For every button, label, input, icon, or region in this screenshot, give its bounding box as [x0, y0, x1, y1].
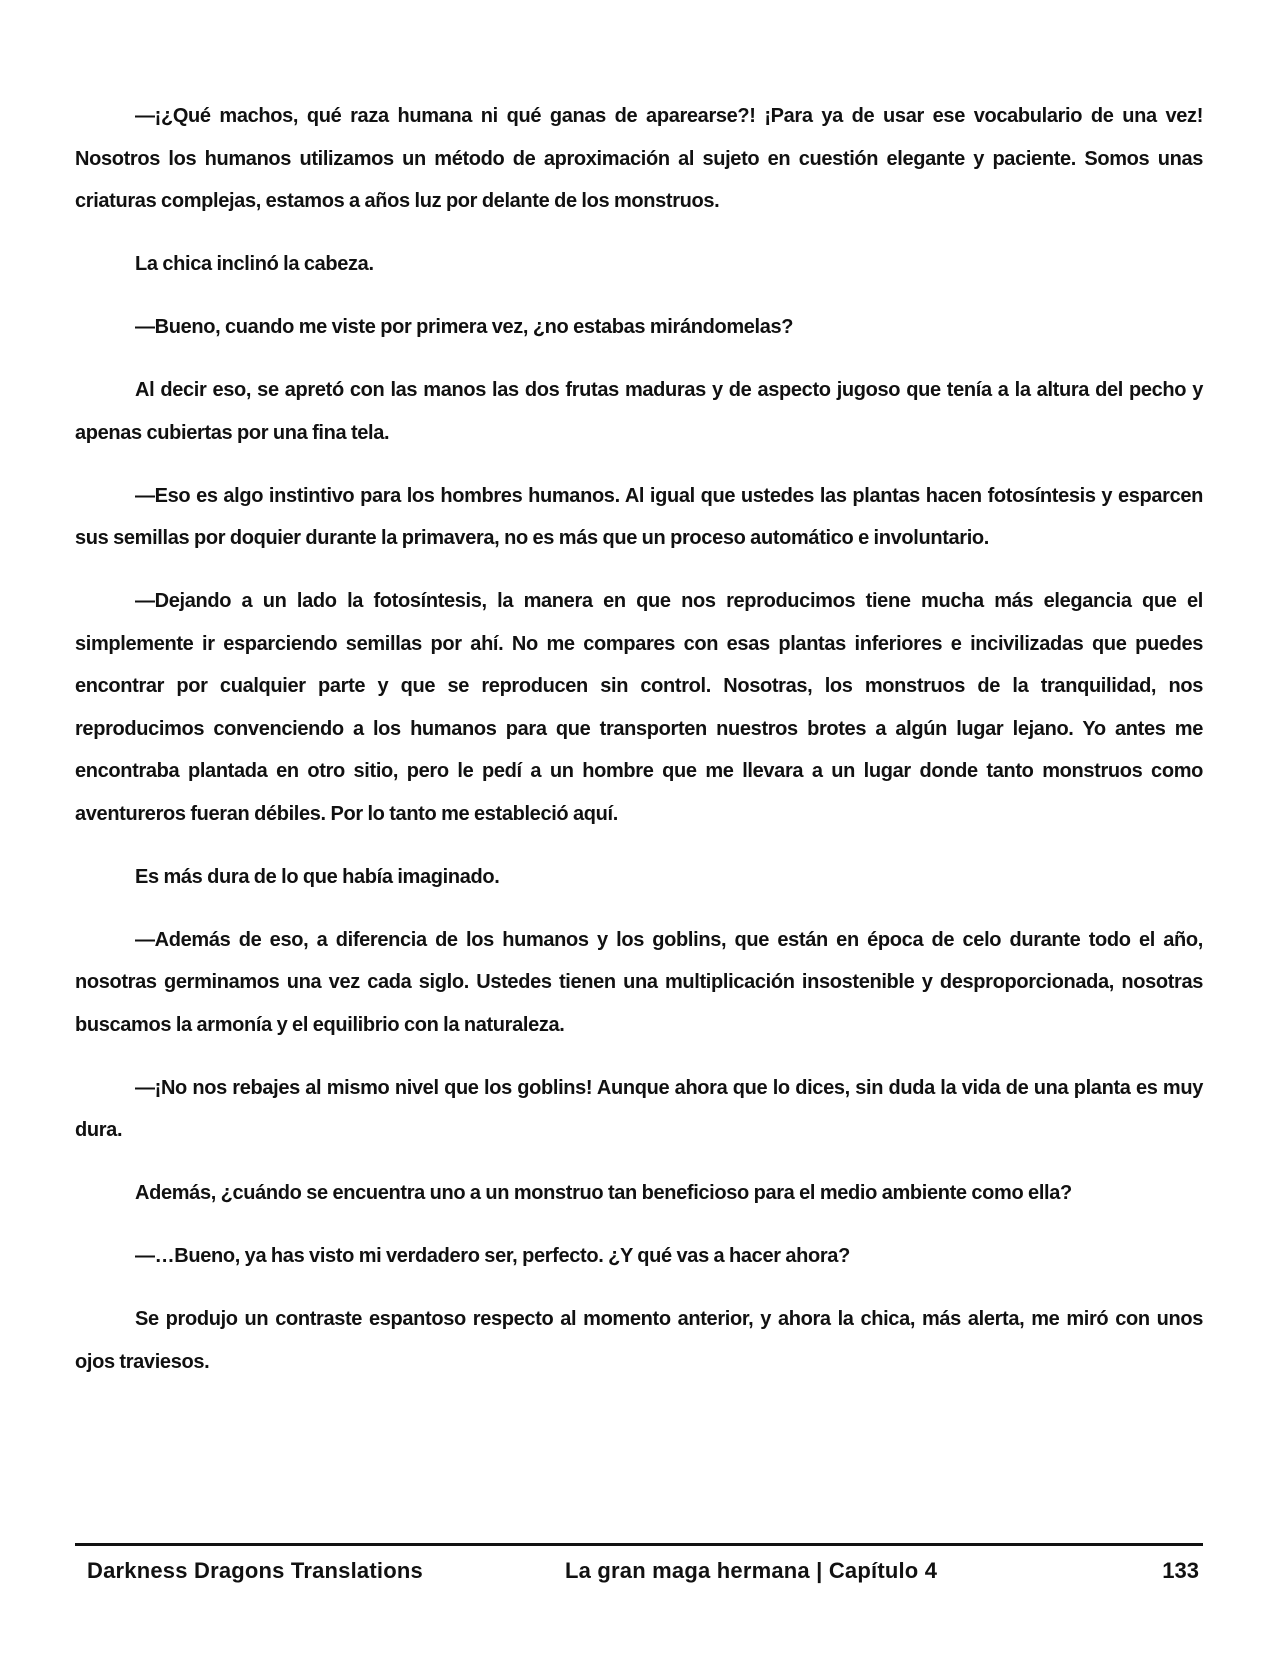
paragraph: Además, ¿cuándo se encuentra uno a un monstruo tan beneficioso para el medio ambiente como ella?	[135, 1182, 1072, 1204]
footer-chapter-title: La gran maga hermana | Capítulo 4	[565, 1558, 938, 1583]
paragraph: La chica inclinó la cabeza.	[135, 253, 374, 275]
page-footer	[75, 1543, 1203, 1594]
paragraph: —Dejando a un lado la fotosíntesis, la manera en que nos reproducimos tiene mucha más elegancia que el simplemente ir esparciendo semillas por ahí. No me compares con esas plantas inferiores e incivilizadas que puedes encontrar por cualquier parte y que se reproducen sin control. Nosotras, los monstruos de la tranquilidad, nos reproducimos convenciendo a los humanos para que transporten nuestros brotes a algún lugar lejano. Yo antes me encontraba plantada en otro sitio, pero le pedí a un hombre que me llevara a un lugar donde tanto monstruos como aventureros fueran débiles. Por lo tanto me estableció aquí.	[75, 590, 1203, 825]
footer-translator-name: Darkness Dragons Translations	[87, 1558, 423, 1583]
paragraph: —Eso es algo instintivo para los hombres humanos. Al igual que ustedes las plantas hacen fotosíntesis y esparcen sus semillas por doquier durante la primavera, no es más que un proceso automático e involuntario.	[75, 484, 1203, 549]
paragraph: —Bueno, cuando me viste por primera vez, ¿no estabas mirándomelas?	[135, 316, 794, 338]
page-number: 133	[1162, 1558, 1199, 1583]
paragraph: —…Bueno, ya has visto mi verdadero ser, perfecto. ¿Y qué vas a hacer ahora?	[135, 1245, 850, 1267]
paragraph: —¡¿Qué machos, qué raza humana ni qué ganas de aparearse?! ¡Para ya de usar ese vocabulario de una vez! Nosotros los humanos utilizamos un método de aproximación al sujeto en cuestión elegante y paciente. Somos unas criaturas complejas, estamos a años luz por delante de los monstruos.	[75, 105, 1203, 212]
paragraph: —¡No nos rebajes al mismo nivel que los goblins! Aunque ahora que lo dices, sin duda la vida de una planta es muy dura.	[75, 1076, 1203, 1141]
page-body	[75, 95, 1203, 1404]
paragraph: Se produjo un contraste espantoso respecto al momento anterior, y ahora la chica, más alerta, me miró con unos ojos traviesos.	[75, 1308, 1203, 1373]
paragraph: Al decir eso, se apretó con las manos las dos frutas maduras y de aspecto jugoso que tenía a la altura del pecho y apenas cubiertas por una fina tela.	[75, 379, 1203, 444]
paragraph: —Además de eso, a diferencia de los humanos y los goblins, que están en época de celo durante todo el año, nosotras germinamos una vez cada siglo. Ustedes tienen una multiplicación insostenible y desproporcionada, nosotras buscamos la armonía y el equilibrio con la naturaleza.	[75, 928, 1203, 1036]
paragraph: Es más dura de lo que había imaginado.	[135, 865, 500, 888]
